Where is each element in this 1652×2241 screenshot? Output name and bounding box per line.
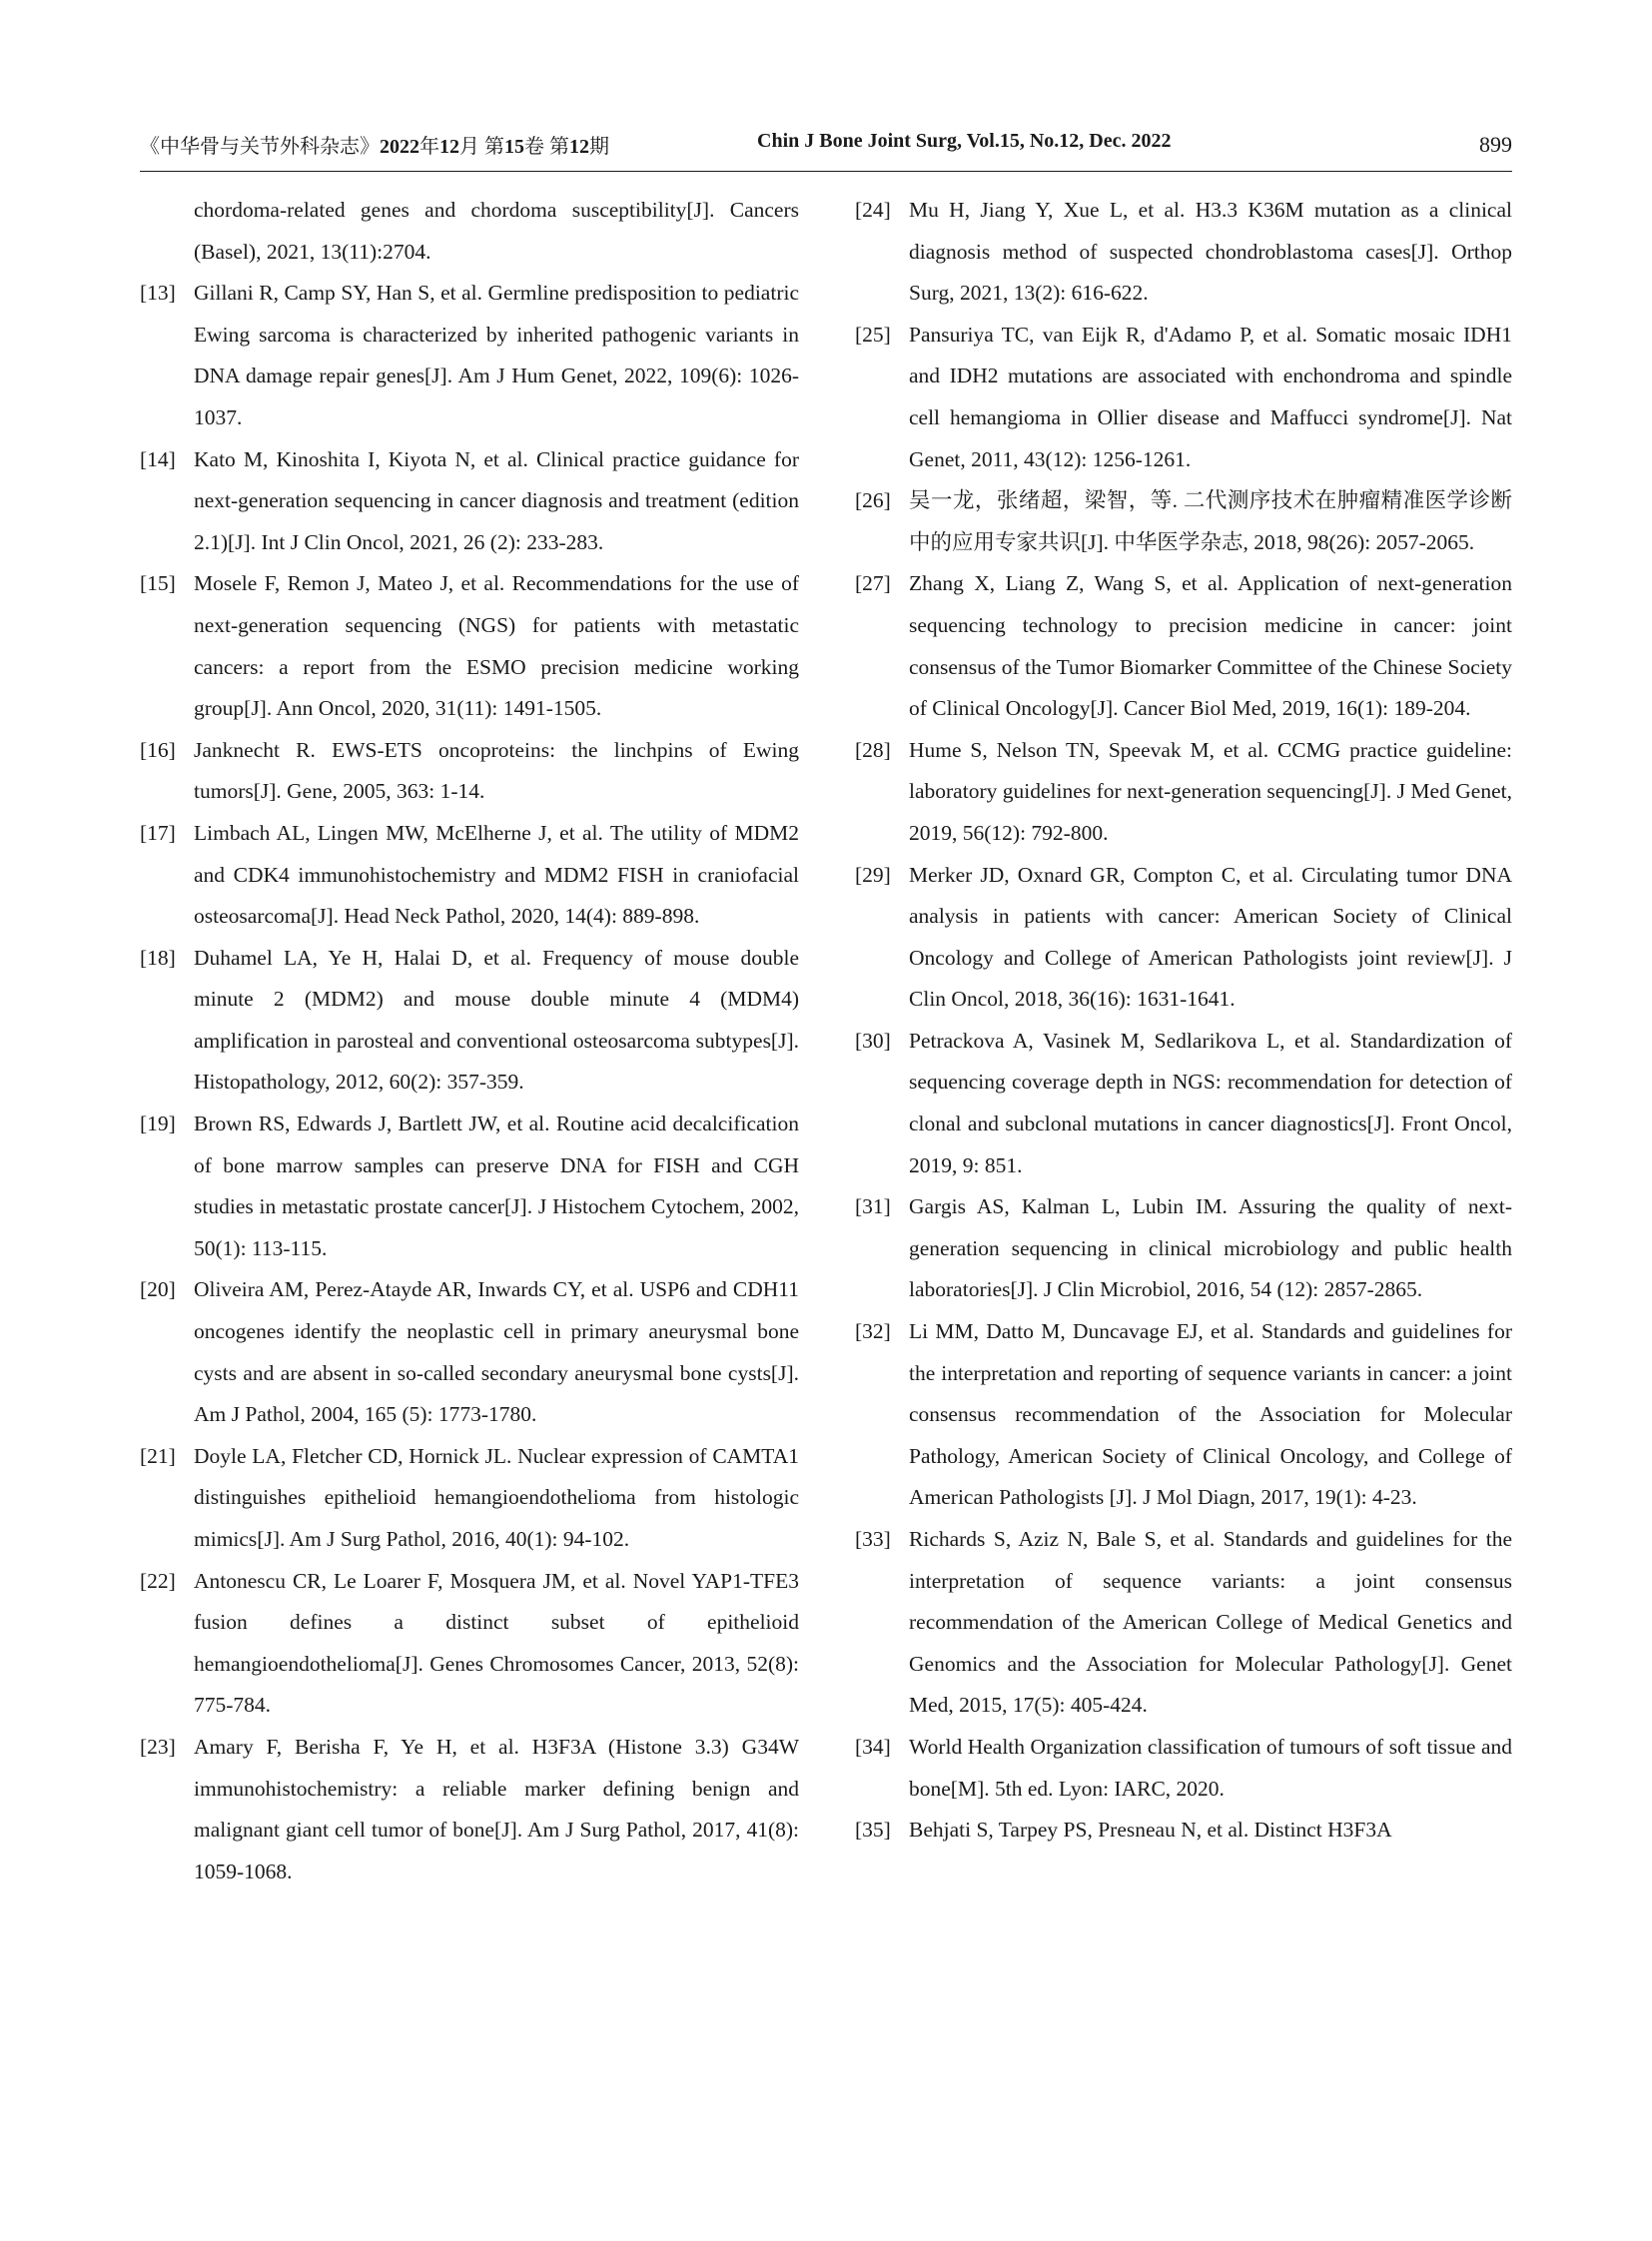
reference-text: Behjati S, Tarpey PS, Presneau N, et al. Distinct H3F3A <box>909 1818 1392 1843</box>
reference-text: Antonescu CR, Le Loarer F, Mosquera JM, et al. Novel YAP1-TFE3 fusion defines a distinct subset of epithelioid hemangioendothelioma[J]. Genes Chromosomes Cancer, 2013, 52(8): 775-784. <box>194 1568 799 1718</box>
reference-number: [15] <box>140 571 176 596</box>
reference-text: Mu H, Jiang Y, Xue L, et al. H3.3 K36M mutation as a clinical diagnosis method of suspected chondroblastoma cases[J]. Orthop Surg, 2021, 13(2): 616-622. <box>909 198 1512 306</box>
reference-item <box>855 1810 1512 1852</box>
reference-text: chordoma-related genes and chordoma susceptibility[J]. Cancers (Basel), 2021, 13(11):2704. <box>194 198 799 264</box>
reference-item <box>855 1519 1512 1727</box>
reference-number: [27] <box>855 571 891 596</box>
journal-citation-en: Chin J Bone Joint Surg, Vol.15, No.12, Dec. 2022 <box>757 130 1172 152</box>
reference-text: World Health Organization classification of tumours of soft tissue and bone[M]. 5th ed. Lyon: IARC, 2020. <box>909 1734 1512 1801</box>
reference-number: [16] <box>140 737 176 762</box>
reference-number: [17] <box>140 820 176 845</box>
reference-item <box>855 1727 1512 1810</box>
reference-item <box>855 1186 1512 1311</box>
reference-text: Gargis AS, Kalman L, Lubin IM. Assuring the quality of next-generation sequencing in clinical microbiology and public health laboratories[J]. J Clin Microbiol, 2016, 54 (12): 2857-2865. <box>909 1194 1512 1302</box>
reference-text: Amary F, Berisha F, Ye H, et al. H3F3A (Histone 3.3) G34W immunohistochemistry: a reliable marker defining benign and malignant giant cell tumor of bone[J]. Am J Surg Pathol, 2017, 41(8): 1059-1068. <box>194 1734 799 1883</box>
reference-item <box>140 938 799 1104</box>
reference-number: [34] <box>855 1734 891 1759</box>
reference-number: [18] <box>140 945 176 970</box>
reference-number: [19] <box>140 1112 176 1136</box>
reference-item <box>855 1311 1512 1519</box>
reference-number: [30] <box>855 1028 891 1053</box>
reference-number: [14] <box>140 446 176 471</box>
reference-text: Petrackova A, Vasinek M, Sedlarikova L, et al. Standardization of sequencing coverage depth in NGS: recommendation for detection of clonal and subclonal mutations in cancer diagnostics[J]. Front Oncol, 2019, 9: 851. <box>909 1028 1512 1177</box>
reference-number: [20] <box>140 1277 176 1302</box>
running-header <box>140 124 1512 172</box>
reference-item <box>855 855 1512 1021</box>
reference-number: [13] <box>140 281 176 306</box>
page-number: 899 <box>1479 132 1512 157</box>
reference-number: [24] <box>855 198 891 222</box>
reference-number: [26] <box>855 488 891 513</box>
reference-item <box>140 1104 799 1269</box>
reference-text: Pansuriya TC, van Eijk R, d'Adamo P, et al. Somatic mosaic IDH1 and IDH2 mutations are associated with enchondroma and spindle cell hemangioma in Ollier disease and Maffucci syndrome[J]. Nat Genet, 2011, 43(12): 1256-1261. <box>909 322 1512 471</box>
reference-number: [25] <box>855 322 891 347</box>
reference-number: [32] <box>855 1319 891 1344</box>
reference-number: [31] <box>855 1194 891 1219</box>
reference-text: Zhang X, Liang Z, Wang S, et al. Application of next-generation sequencing technology to precision medicine in cancer: joint consensus of the Tumor Biomarker Committee of the Chinese Society of Clinical Oncology[J]. Cancer Biol Med, 2019, 16(1): 189-204. <box>909 571 1512 721</box>
reference-text: Mosele F, Remon J, Mateo J, et al. Recommendations for the use of next-generation sequencing (NGS) for patients with metastatic cancers: a report from the ESMO precision medicine working group[J]. Ann Oncol, 2020, 31(11): 1491-1505. <box>194 571 799 721</box>
reference-item <box>140 1727 799 1892</box>
reference-item <box>140 1269 799 1435</box>
reference-item <box>855 480 1512 563</box>
reference-item <box>855 730 1512 855</box>
reference-item <box>140 439 799 564</box>
reference-number: [21] <box>140 1443 176 1468</box>
reference-text: 吴一龙，张绪超，梁智，等. 二代测序技术在肿瘤精准医学诊断中的应用专家共识[J]. 中华医学杂志, 2018, 98(26): 2057-2065. <box>909 488 1512 554</box>
header-divider <box>140 171 1512 172</box>
reference-text: Janknecht R. EWS-ETS oncoproteins: the linchpins of Ewing tumors[J]. Gene, 2005, 363: 1-14. <box>194 737 799 804</box>
reference-number: [35] <box>855 1818 891 1843</box>
reference-item <box>140 1561 799 1727</box>
reference-text: Merker JD, Oxnard GR, Compton C, et al. Circulating tumor DNA analysis in patients with cancer: American Society of Clinical Oncology and College of American Pathologists joint review[J]. J Clin Oncol, 2018, 36(16): 1631-1641. <box>909 862 1512 1012</box>
reference-number: [33] <box>855 1527 891 1551</box>
reference-item <box>140 1436 799 1561</box>
references-column-left <box>140 190 799 1892</box>
reference-text: Oliveira AM, Perez-Atayde AR, Inwards CY, et al. USP6 and CDH11 oncogenes identify the neoplastic cell in primary aneurysmal bone cysts and are absent in so-called secondary aneurysmal bone cysts[J]. Am J Pathol, 2004, 165 (5): 1773-1780. <box>194 1277 799 1427</box>
journal-citation-cn: 《中华骨与关节外科杂志》2022年12月 第15卷 第12期 <box>140 136 609 158</box>
reference-text: Hume S, Nelson TN, Speevak M, et al. CCMG practice guideline: laboratory guidelines for next-generation sequencing[J]. J Med Genet, 2019, 56(12): 792-800. <box>909 737 1512 845</box>
reference-number: [23] <box>140 1734 176 1759</box>
reference-number: [29] <box>855 862 891 887</box>
references-column-right <box>855 190 1512 1852</box>
reference-text: Gillani R, Camp SY, Han S, et al. Germline predisposition to pediatric Ewing sarcoma is characterized by inherited pathogenic variants in DNA damage repair genes[J]. Am J Hum Genet, 2022, 109(6): 1026-1037. <box>194 281 799 429</box>
reference-item <box>140 190 799 273</box>
reference-text: Limbach AL, Lingen MW, McElherne J, et al. The utility of MDM2 and CDK4 immunohistochemistry and MDM2 FISH in craniofacial osteosarcoma[J]. Head Neck Pathol, 2020, 14(4): 889-898. <box>194 820 799 929</box>
reference-item <box>140 730 799 813</box>
reference-number: [28] <box>855 737 891 762</box>
reference-text: Doyle LA, Fletcher CD, Hornick JL. Nuclear expression of CAMTA1 distinguishes epithelioid hemangioendothelioma from histologic mimics[J]. Am J Surg Pathol, 2016, 40(1): 94-102. <box>194 1443 799 1551</box>
reference-text: Richards S, Aziz N, Bale S, et al. Standards and guidelines for the interpretation of sequence variants: a joint consensus recommendation of the American College of Medical Genetics and Genomics and the Association for Molecular Pathology[J]. Genet Med, 2015, 17(5): 405-424. <box>909 1527 1512 1718</box>
reference-text: Brown RS, Edwards J, Bartlett JW, et al. Routine acid decalcification of bone marrow samples can preserve DNA for FISH and CGH studies in metastatic prostate cancer[J]. J Histochem Cytochem, 2002, 50(1): 113-115. <box>194 1112 799 1260</box>
reference-text: Duhamel LA, Ye H, Halai D, et al. Frequency of mouse double minute 2 (MDM2) and mouse double minute 4 (MDM4) amplification in parosteal and conventional osteosarcoma subtypes[J]. Histopathology, 2012, 60(2): 357-359. <box>194 945 799 1095</box>
reference-item <box>855 190 1512 315</box>
reference-item <box>140 273 799 438</box>
reference-item <box>140 563 799 729</box>
reference-item <box>140 813 799 938</box>
reference-number: [22] <box>140 1568 176 1593</box>
reference-item <box>855 1021 1512 1186</box>
reference-item <box>855 315 1512 480</box>
reference-text: Kato M, Kinoshita I, Kiyota N, et al. Clinical practice guidance for next-generation sequencing in cancer diagnosis and treatment (edition 2.1)[J]. Int J Clin Oncol, 2021, 26 (2): 233-283. <box>194 446 799 554</box>
reference-text: Li MM, Datto M, Duncavage EJ, et al. Standards and guidelines for the interpretation and reporting of sequence variants in cancer: a joint consensus recommendation of the Association for Molecular Pathology, American Society of Clinical Oncology, and College of American Pathologists [J]. J Mol Diagn, 2017, 19(1): 4-23. <box>909 1319 1512 1510</box>
reference-item <box>855 563 1512 729</box>
